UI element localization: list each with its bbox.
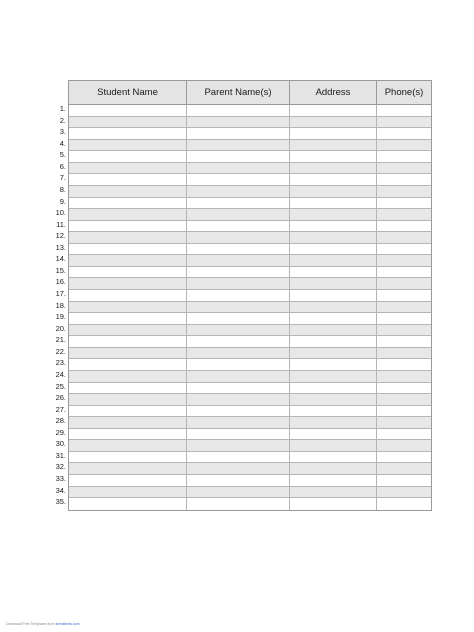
student-name-cell[interactable] [69,406,187,417]
address-cell[interactable] [290,348,377,359]
row-number: 6. [59,161,66,171]
row-number: 17. [55,289,66,298]
student-name-cell[interactable] [69,221,187,232]
parent-names-cell[interactable] [187,440,290,451]
address-cell[interactable] [290,359,377,370]
row-number: 2. [59,115,66,125]
address-cell[interactable] [290,244,377,255]
table-row [69,105,431,117]
header-student-name: Student Name [69,81,187,104]
address-cell[interactable] [290,487,377,498]
parent-names-cell[interactable] [187,117,290,128]
row-number: 13. [55,242,66,252]
parent-names-cell[interactable] [187,151,290,162]
header-address: Address [290,81,377,104]
row-number: 24. [55,369,66,379]
parent-names-cell[interactable] [187,186,290,197]
row-number: 22. [55,346,66,356]
address-cell[interactable] [290,406,377,417]
phones-cell[interactable] [377,452,431,463]
row-number: 4. [59,138,66,148]
phones-cell[interactable] [377,186,431,197]
phones-cell[interactable] [377,267,431,278]
table-row [69,325,431,337]
header-phones: Phone(s) [384,87,424,98]
address-cell[interactable] [290,140,377,151]
phones-cell[interactable] [377,221,431,232]
table-row [69,498,431,510]
phones-cell[interactable] [377,302,431,313]
table-row [69,255,431,267]
parent-names-cell[interactable] [187,394,290,405]
student-name-cell[interactable] [69,209,187,220]
table-row [69,221,431,233]
parent-names-cell[interactable] [187,313,290,324]
row-number: 31. [55,450,66,460]
student-name-cell[interactable] [69,174,187,185]
parent-names-cell[interactable] [187,463,290,474]
table-row [69,383,431,395]
table-row [69,394,431,406]
phones-cell[interactable] [377,117,431,128]
student-name-cell[interactable] [69,325,187,336]
phones-cell[interactable] [377,278,431,289]
student-name-cell[interactable] [69,371,187,382]
row-number: 19. [55,312,66,322]
table-row [69,163,431,175]
row-number: 18. [55,300,66,310]
table-row [69,313,431,325]
row-number: 8. [59,184,66,194]
row-number-column [30,103,66,508]
address-cell[interactable] [290,498,377,510]
address-cell[interactable] [290,452,377,463]
phones-cell[interactable] [377,498,431,510]
student-name-cell[interactable] [69,383,187,394]
table-row [69,232,431,244]
parent-names-cell[interactable] [187,359,290,370]
table-row [69,174,431,186]
row-number: 9. [59,196,66,206]
parent-names-cell[interactable] [187,429,290,440]
row-number: 33. [55,474,66,483]
table-row [69,406,431,418]
address-cell[interactable] [290,475,377,486]
phones-cell[interactable] [377,244,431,255]
row-number: 11. [56,219,66,229]
parent-names-cell[interactable] [187,128,290,139]
phones-cell[interactable] [377,140,431,151]
student-name-cell[interactable] [69,278,187,289]
phones-cell[interactable] [377,255,431,266]
table-row [69,128,431,140]
address-cell[interactable] [290,336,377,347]
address-cell[interactable] [290,394,377,405]
phones-cell[interactable] [377,232,431,243]
table-body [69,105,431,510]
student-name-cell[interactable] [69,394,187,405]
phones-cell[interactable] [377,290,431,301]
student-name-cell[interactable] [69,475,187,486]
table-row [69,151,431,163]
parent-names-cell[interactable] [187,267,290,278]
phones-cell[interactable] [377,371,431,382]
parent-names-cell[interactable] [187,255,290,266]
student-name-cell[interactable] [69,290,187,301]
address-cell[interactable] [290,267,377,278]
row-number: 27. [55,404,66,414]
parent-names-cell[interactable] [187,105,290,116]
student-name-cell[interactable] [69,463,187,474]
row-number: 35. [55,497,66,507]
address-cell[interactable] [290,417,377,428]
phones-cell[interactable] [377,163,431,174]
parent-names-cell[interactable] [187,371,290,382]
row-number: 15. [55,265,66,275]
phones-cell[interactable] [377,406,431,417]
row-number: 29. [55,427,66,437]
student-name-cell[interactable] [69,429,187,440]
table-row [69,417,431,429]
row-number: 7. [59,173,66,183]
student-name-cell[interactable] [69,140,187,151]
student-name-cell[interactable] [69,198,187,209]
phones-cell[interactable] [377,128,431,139]
table-row [69,198,431,210]
address-cell[interactable] [290,221,377,232]
parent-names-cell[interactable] [187,336,290,347]
phones-cell[interactable] [377,440,431,451]
address-cell[interactable] [290,209,377,220]
parent-names-cell[interactable] [187,174,290,185]
phones-cell[interactable] [377,475,431,486]
student-name-cell[interactable] [69,359,187,370]
row-number: 3. [59,127,66,137]
phones-cell[interactable] [377,174,431,185]
address-cell[interactable] [290,232,377,243]
row-number: 20. [55,323,66,333]
address-cell[interactable] [290,105,377,116]
table-header-row [69,81,431,105]
table-row [69,359,431,371]
address-cell[interactable] [290,290,377,301]
student-name-cell[interactable] [69,151,187,162]
parent-names-cell[interactable] [187,452,290,463]
row-number: 5. [59,150,66,160]
row-number: 32. [55,462,66,472]
address-cell[interactable] [290,163,377,174]
student-name-cell[interactable] [69,105,187,116]
row-number: 26. [55,393,66,403]
phones-cell[interactable] [377,429,431,440]
student-name-cell[interactable] [69,336,187,347]
table-row [69,278,431,290]
row-number: 1. [59,104,66,113]
phones-cell[interactable] [377,336,431,347]
parent-names-cell[interactable] [187,498,290,510]
parent-names-cell[interactable] [187,417,290,428]
table-row [69,140,431,152]
phones-cell[interactable] [377,359,431,370]
phones-cell[interactable] [377,383,431,394]
row-number: 30. [55,439,66,449]
table-row [69,440,431,452]
address-cell[interactable] [290,151,377,162]
address-cell[interactable] [290,128,377,139]
phones-cell[interactable] [377,209,431,220]
address-cell[interactable] [290,174,377,185]
table-row [69,117,431,129]
student-name-cell[interactable] [69,487,187,498]
header-parent-names: Parent Name(s) [187,81,290,104]
address-cell[interactable] [290,313,377,324]
address-cell[interactable] [290,278,377,289]
table-row [69,348,431,360]
parent-names-cell[interactable] [187,302,290,313]
phones-cell[interactable] [377,325,431,336]
table-row [69,186,431,198]
table-row [69,302,431,314]
parent-names-cell[interactable] [187,244,290,255]
footer-credit [6,622,79,626]
row-number: 23. [55,358,66,368]
table-row [69,452,431,464]
address-cell[interactable] [290,383,377,394]
parent-names-cell[interactable] [187,383,290,394]
footer-link[interactable]: formsbirds.com [55,622,80,626]
table-row [69,429,431,441]
row-number: 34. [55,485,66,495]
table-row [69,487,431,499]
phones-cell[interactable] [377,348,431,359]
phones-cell[interactable] [377,417,431,428]
student-name-cell[interactable] [69,417,187,428]
student-name-cell[interactable] [69,117,187,128]
address-cell[interactable] [290,186,377,197]
phones-cell[interactable] [377,394,431,405]
phones-cell[interactable] [377,198,431,209]
address-cell[interactable] [290,255,377,266]
parent-names-cell[interactable] [187,278,290,289]
parent-names-cell[interactable] [187,163,290,174]
parent-names-cell[interactable] [187,198,290,209]
table-row [69,290,431,302]
student-name-cell[interactable] [69,302,187,313]
address-cell[interactable] [290,325,377,336]
student-name-cell[interactable] [69,186,187,197]
parent-names-cell[interactable] [187,140,290,151]
table-row [69,475,431,487]
student-contact-table [68,80,432,511]
address-cell[interactable] [290,198,377,209]
student-name-cell[interactable] [69,313,187,324]
row-number: 21. [55,335,66,345]
phones-cell[interactable] [377,105,431,116]
table-row [69,371,431,383]
row-number: 12. [55,231,66,241]
phones-cell[interactable] [377,487,431,498]
student-name-cell[interactable] [69,267,187,278]
table-row [69,463,431,475]
address-cell[interactable] [290,429,377,440]
phones-cell[interactable] [377,313,431,324]
address-cell[interactable] [290,371,377,382]
phones-cell[interactable] [377,463,431,474]
table-row [69,244,431,256]
student-name-cell[interactable] [69,452,187,463]
row-number: 25. [55,381,66,391]
row-number: 10. [55,208,66,218]
table-row [69,336,431,348]
parent-names-cell[interactable] [187,221,290,232]
parent-names-cell[interactable] [187,475,290,486]
student-name-cell[interactable] [69,163,187,174]
parent-names-cell[interactable] [187,487,290,498]
parent-names-cell[interactable] [187,209,290,220]
parent-names-cell[interactable] [187,325,290,336]
student-name-cell[interactable] [69,348,187,359]
student-name-cell[interactable] [69,128,187,139]
table-row [69,209,431,221]
parent-names-cell[interactable] [187,290,290,301]
parent-names-cell[interactable] [187,232,290,243]
student-name-cell[interactable] [69,244,187,255]
student-name-cell[interactable] [69,498,187,510]
phones-cell[interactable] [377,151,431,162]
address-cell[interactable] [290,117,377,128]
footer-text: Download Free Templates from [6,622,55,626]
student-name-cell[interactable] [69,232,187,243]
row-number: 28. [55,416,66,426]
table-row [69,267,431,279]
parent-names-cell[interactable] [187,348,290,359]
student-name-cell[interactable] [69,255,187,266]
address-cell[interactable] [290,302,377,313]
address-cell[interactable] [290,440,377,451]
parent-names-cell[interactable] [187,406,290,417]
row-number: 16. [55,277,66,287]
student-name-cell[interactable] [69,440,187,451]
address-cell[interactable] [290,463,377,474]
row-number: 14. [55,254,66,264]
